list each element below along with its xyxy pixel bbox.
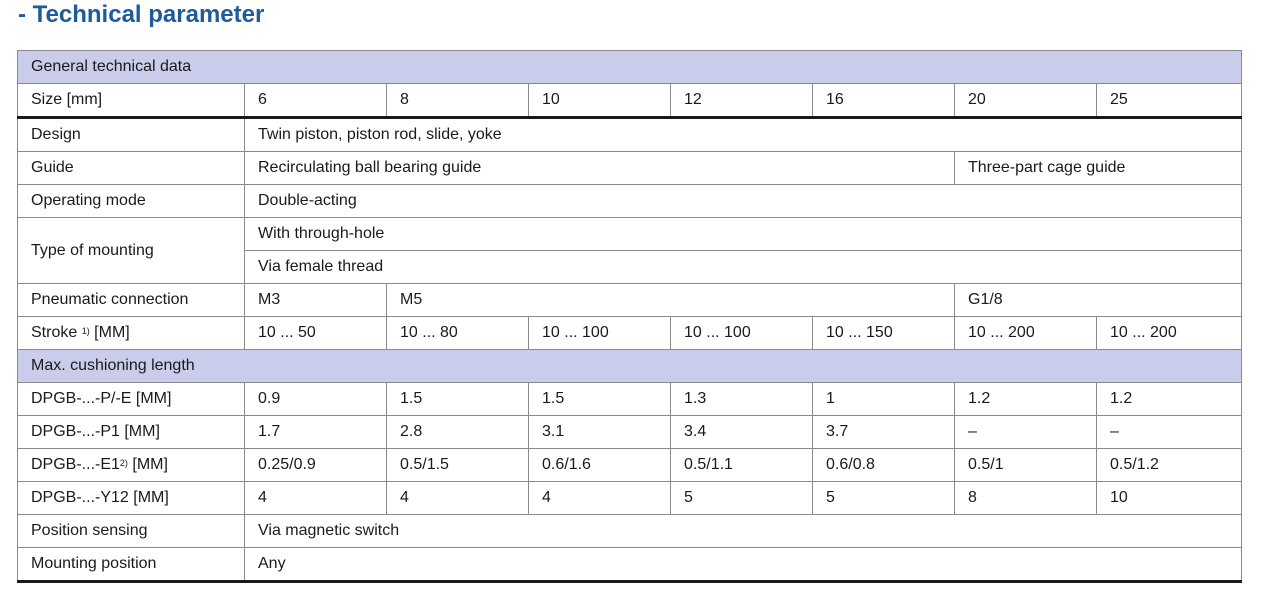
table-row-mounting-a bbox=[18, 218, 1242, 251]
row-label-stroke bbox=[18, 317, 245, 350]
cushion-value: 3.4 bbox=[671, 416, 813, 449]
mounting-value-female-thread: Via female thread bbox=[245, 251, 1242, 284]
pneumatic-value-m3: M3 bbox=[245, 284, 387, 317]
stroke-value: 10 ... 100 bbox=[529, 317, 671, 350]
cushion-value: 1.2 bbox=[955, 383, 1097, 416]
cushion-value: 0.5/1 bbox=[955, 449, 1097, 482]
table-row-cushion-pe bbox=[18, 383, 1242, 416]
row-label-pneumatic: Pneumatic connection bbox=[18, 284, 245, 317]
section-header-cushioning: Max. cushioning length bbox=[18, 350, 1242, 383]
guide-value-ball-bearing: Recirculating ball bearing guide bbox=[245, 152, 955, 185]
size-value: 10 bbox=[529, 84, 671, 118]
row-label-size: Size [mm] bbox=[18, 84, 245, 118]
mounting-position-value: Any bbox=[245, 548, 1242, 582]
section-row-general bbox=[18, 51, 1242, 84]
cushion-value: 0.6/1.6 bbox=[529, 449, 671, 482]
cushion-value: 8 bbox=[955, 482, 1097, 515]
table-row-mounting-position bbox=[18, 548, 1242, 582]
table-row-operating-mode bbox=[18, 185, 1242, 218]
table-row-guide bbox=[18, 152, 1242, 185]
cushion-value: 2.8 bbox=[387, 416, 529, 449]
row-label-mounting: Type of mounting bbox=[18, 218, 245, 284]
pneumatic-value-m5: M5 bbox=[387, 284, 955, 317]
mounting-value-through-hole: With through-hole bbox=[245, 218, 1242, 251]
section-header-general: General technical data bbox=[18, 51, 1242, 84]
cushion-value: – bbox=[1097, 416, 1242, 449]
row-label-cushion: DPGB-...-P/-E [MM] bbox=[18, 383, 245, 416]
stroke-unit: [MM] bbox=[94, 324, 130, 341]
row-label-cushion: DPGB-...-Y12 [MM] bbox=[18, 482, 245, 515]
cushion-value: 0.5/1.2 bbox=[1097, 449, 1242, 482]
table-row-cushion-p1 bbox=[18, 416, 1242, 449]
row-label-cushion bbox=[18, 449, 245, 482]
cushion-value: 5 bbox=[813, 482, 955, 515]
stroke-value: 10 ... 50 bbox=[245, 317, 387, 350]
cushion-value: 3.7 bbox=[813, 416, 955, 449]
technical-parameter-table bbox=[17, 50, 1242, 583]
cushion-value: 5 bbox=[671, 482, 813, 515]
row-label-cushion: DPGB-...-P1 [MM] bbox=[18, 416, 245, 449]
size-value: 25 bbox=[1097, 84, 1242, 118]
table-row-pneumatic bbox=[18, 284, 1242, 317]
section-row-cushioning bbox=[18, 350, 1242, 383]
technical-parameter-table-container bbox=[17, 50, 1241, 583]
cushion-unit: [MM] bbox=[127, 456, 168, 473]
design-value: Twin piston, piston rod, slide, yoke bbox=[245, 118, 1242, 152]
stroke-value: 10 ... 100 bbox=[671, 317, 813, 350]
cushion-value: 10 bbox=[1097, 482, 1242, 515]
pneumatic-value-g18: G1/8 bbox=[955, 284, 1242, 317]
cushion-value: 1.3 bbox=[671, 383, 813, 416]
table-row-size bbox=[18, 84, 1242, 118]
size-value: 20 bbox=[955, 84, 1097, 118]
table-row-position-sensing bbox=[18, 515, 1242, 548]
table-row-stroke bbox=[18, 317, 1242, 350]
cushion-value: – bbox=[955, 416, 1097, 449]
footnote-marker: 1) bbox=[81, 326, 90, 336]
table-row-cushion-y12 bbox=[18, 482, 1242, 515]
stroke-value: 10 ... 150 bbox=[813, 317, 955, 350]
cushion-value: 0.25/0.9 bbox=[245, 449, 387, 482]
cushion-label-text: DPGB-...-E1 bbox=[31, 456, 120, 473]
cushion-value: 4 bbox=[529, 482, 671, 515]
page-title: - Technical parameter bbox=[18, 1, 265, 28]
size-value: 6 bbox=[245, 84, 387, 118]
guide-value-cage: Three-part cage guide bbox=[955, 152, 1242, 185]
size-value: 12 bbox=[671, 84, 813, 118]
cushion-value: 1.5 bbox=[387, 383, 529, 416]
stroke-value: 10 ... 80 bbox=[387, 317, 529, 350]
cushion-value: 0.6/0.8 bbox=[813, 449, 955, 482]
size-value: 8 bbox=[387, 84, 529, 118]
cushion-value: 1.2 bbox=[1097, 383, 1242, 416]
position-sensing-value: Via magnetic switch bbox=[245, 515, 1242, 548]
row-label-mounting-position: Mounting position bbox=[18, 548, 245, 582]
row-label-position-sensing: Position sensing bbox=[18, 515, 245, 548]
footnote-marker: 2) bbox=[119, 458, 128, 468]
cushion-value: 0.5/1.5 bbox=[387, 449, 529, 482]
cushion-value: 0.5/1.1 bbox=[671, 449, 813, 482]
cushion-value: 1 bbox=[813, 383, 955, 416]
stroke-value: 10 ... 200 bbox=[955, 317, 1097, 350]
cushion-value: 1.7 bbox=[245, 416, 387, 449]
row-label-guide: Guide bbox=[18, 152, 245, 185]
row-label-operating-mode: Operating mode bbox=[18, 185, 245, 218]
cushion-value: 3.1 bbox=[529, 416, 671, 449]
table-row-design bbox=[18, 118, 1242, 152]
cushion-value: 4 bbox=[245, 482, 387, 515]
cushion-value: 1.5 bbox=[529, 383, 671, 416]
cushion-value: 4 bbox=[387, 482, 529, 515]
stroke-label-text: Stroke bbox=[31, 324, 78, 341]
size-value: 16 bbox=[813, 84, 955, 118]
stroke-value: 10 ... 200 bbox=[1097, 317, 1242, 350]
row-label-design: Design bbox=[18, 118, 245, 152]
cushion-value: 0.9 bbox=[245, 383, 387, 416]
table-row-cushion-e1 bbox=[18, 449, 1242, 482]
operating-mode-value: Double-acting bbox=[245, 185, 1242, 218]
